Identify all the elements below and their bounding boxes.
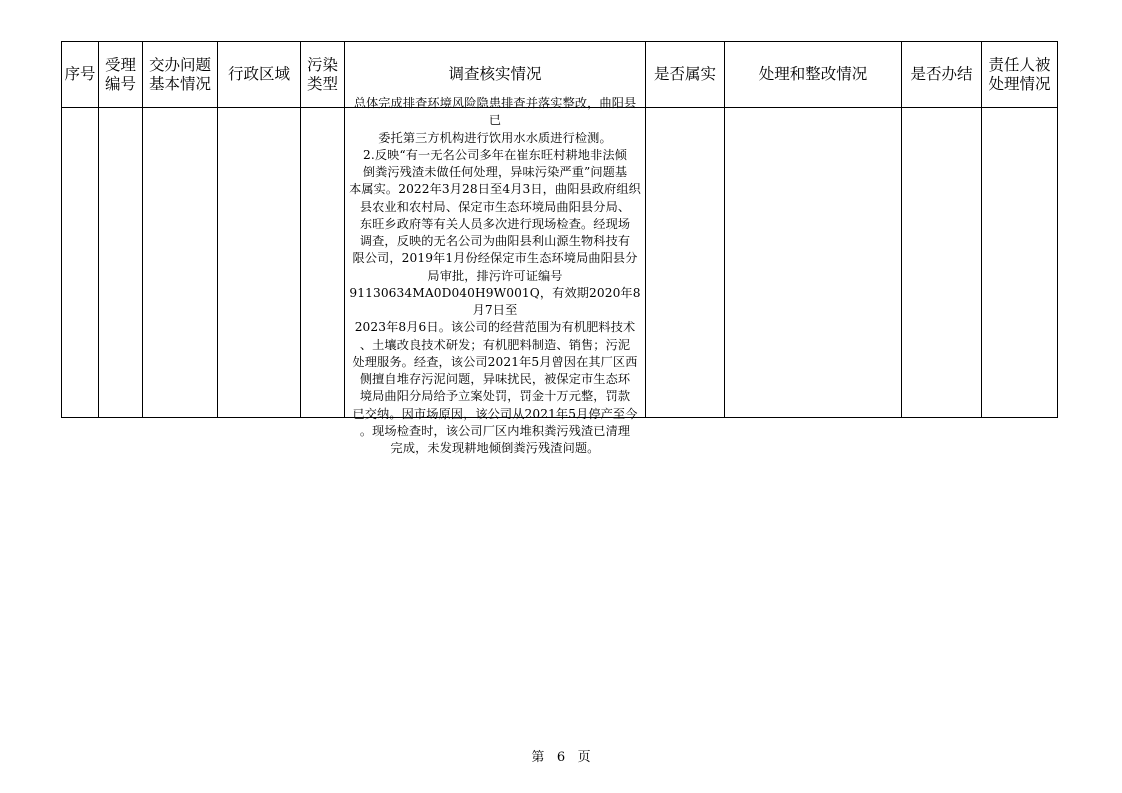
investigation-clip [345,96,645,455]
header-accountability [982,42,1058,108]
cell-region [218,108,301,418]
inspection-report-table [61,41,1058,455]
header-accept-no [99,42,143,108]
details-line: 已交纳。因市场原因，该公司从2021年5月停产至今 [352,406,638,421]
details-line: 、土壤改良技术研发；有机肥料制造、销售；污泥 [359,337,631,352]
cell-is-closed [902,108,982,418]
details-line: 2.反映“有一无名公司多年在崔东旺村耕地非法倾 [363,147,627,162]
details-line: 完成，未发现耕地倾倒粪污残渣问题。 [390,441,600,455]
footer-suffix: 页 [577,750,591,765]
header-problem-line2: 基本情况 [148,74,211,93]
header-investigation: 调查核实情况 [345,42,646,108]
header-pollution-type [301,42,345,108]
details-line: 委托第三方机构进行饮用水水质进行检测。 [378,130,612,145]
header-accountability-line1: 责任人被 [988,55,1051,74]
header-seq: 序号 [62,42,99,108]
footer-page-number: 6 [556,750,566,765]
details-line: 处理服务。经查，该公司2021年5月曾因在其厂区西 [352,354,638,369]
page-footer [0,746,1122,765]
details-line: 东旺乡政府等有关人员多次进行现场检查。经现场 [359,216,631,231]
header-rectification: 处理和整改情况 [725,42,902,108]
header-pollution-type-line1: 污染 [306,55,338,74]
header-problem-line1: 交办问题 [148,55,211,74]
details-line: 调查，反映的无名公司为曲阳县利山源生物科技有 [359,234,631,248]
details-line: 侧擅自堆存污泥问题，异味扰民，被保定市生态环 [359,372,631,386]
header-is-true: 是否属实 [646,42,725,108]
footer-prefix: 第 [531,750,545,765]
details-line: 。现场检查时，该公司厂区内堆积粪污残渣已清理 [359,423,631,438]
header-is-closed: 是否办结 [902,42,982,108]
header-region: 行政区域 [218,42,301,108]
details-line: 总体完成排查环境风险隐患排查并落实整改，曲阳县已 [353,96,637,128]
details-line: 限公司，2019年1月份经保定市生态环境局曲阳县分 [352,251,638,266]
details-line: 本属实。2022年3月28日至4月3日，曲阳县政府组织 [349,182,641,197]
header-accept-no-line1: 受理 [104,55,136,74]
cell-rectification [725,108,902,418]
header-accept-no-line2: 编号 [104,74,136,93]
header-accountability-line2: 处理情况 [988,74,1051,93]
cell-pollution-type [301,108,345,418]
cell-seq [62,108,99,418]
cell-problem [143,108,218,418]
details-line: 91130634MA0D040H9W001Q，有效期2020年8月7日至 [349,285,641,317]
investigation-details-text [349,95,641,457]
details-line: 县农业和农村局、保定市生态环境局曲阳县分局、 [359,199,631,214]
details-line: 局审批，排污许可证编号 [427,268,563,283]
cell-accountability [982,108,1058,418]
header-problem [143,42,218,108]
header-pollution-type-line2: 类型 [306,74,338,93]
table-row [62,108,1058,418]
details-line: 境局曲阳分局给予立案处罚，罚金十万元整，罚款 [359,389,631,404]
cell-accept-no [99,108,143,418]
details-line: 2023年8月6日。该公司的经营范围为有机肥料技术 [354,320,636,335]
details-line: 倒粪污残渣未做任何处理，异味污染严重”问题基 [362,165,628,179]
cell-investigation [345,96,646,455]
cell-is-true [646,108,725,418]
